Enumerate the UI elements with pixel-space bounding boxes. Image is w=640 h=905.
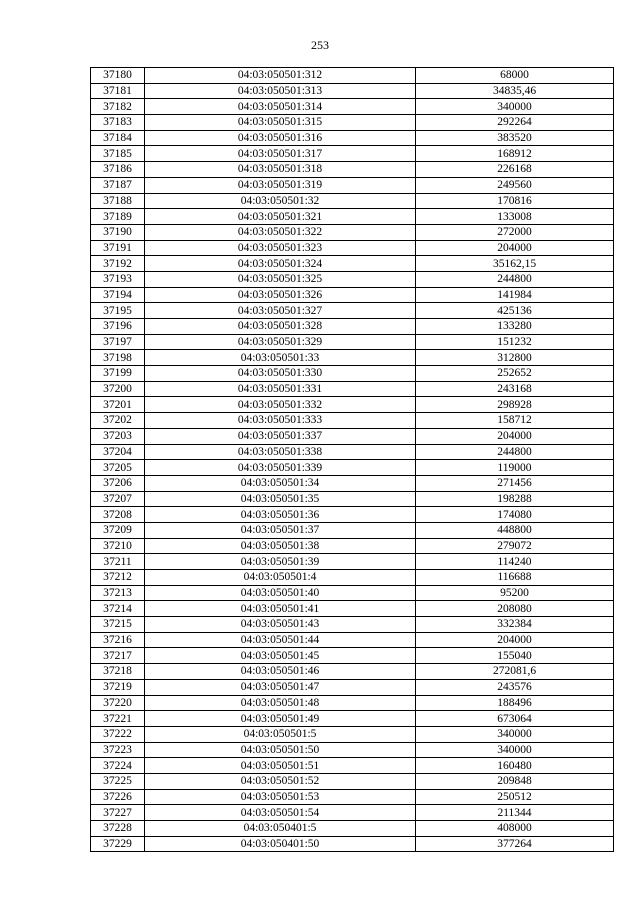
value-cell: 204000 — [416, 428, 614, 444]
table-row — [91, 570, 614, 586]
value-cell: 226168 — [416, 162, 614, 178]
table-row — [91, 193, 614, 209]
table-row — [91, 585, 614, 601]
row-number-cell: 37197 — [91, 334, 145, 350]
value-cell: 116688 — [416, 570, 614, 586]
row-number-cell: 37204 — [91, 444, 145, 460]
cadastral-number-cell: 04:03:050501:326 — [145, 287, 416, 303]
table-row — [91, 381, 614, 397]
table-row — [91, 397, 614, 413]
value-cell: 425136 — [416, 303, 614, 319]
value-cell: 160480 — [416, 758, 614, 774]
cadastral-number-cell: 04:03:050501:328 — [145, 319, 416, 335]
value-cell: 168912 — [416, 146, 614, 162]
table-row — [91, 209, 614, 225]
cadastral-number-cell: 04:03:050501:5 — [145, 726, 416, 742]
value-cell: 448800 — [416, 522, 614, 538]
row-number-cell: 37228 — [91, 821, 145, 837]
cadastral-number-cell: 04:03:050501:339 — [145, 460, 416, 476]
table-row — [91, 444, 614, 460]
row-number-cell: 37207 — [91, 491, 145, 507]
cadastral-number-cell: 04:03:050501:323 — [145, 240, 416, 256]
cadastral-number-cell: 04:03:050501:47 — [145, 679, 416, 695]
table-row — [91, 130, 614, 146]
table-body — [91, 68, 614, 852]
cadastral-number-cell: 04:03:050501:327 — [145, 303, 416, 319]
cadastral-number-cell: 04:03:050501:49 — [145, 711, 416, 727]
cadastral-number-cell: 04:03:050501:330 — [145, 366, 416, 382]
row-number-cell: 37185 — [91, 146, 145, 162]
row-number-cell: 37198 — [91, 350, 145, 366]
cadastral-number-cell: 04:03:050501:39 — [145, 554, 416, 570]
cadastral-number-cell: 04:03:050501:333 — [145, 413, 416, 429]
cadastral-number-cell: 04:03:050501:332 — [145, 397, 416, 413]
value-cell: 170816 — [416, 193, 614, 209]
table-row — [91, 287, 614, 303]
cadastral-number-cell: 04:03:050501:51 — [145, 758, 416, 774]
value-cell: 244800 — [416, 444, 614, 460]
table-row — [91, 617, 614, 633]
table-row — [91, 632, 614, 648]
value-cell: 340000 — [416, 742, 614, 758]
row-number-cell: 37183 — [91, 115, 145, 131]
table-row — [91, 177, 614, 193]
value-cell: 151232 — [416, 334, 614, 350]
row-number-cell: 37218 — [91, 664, 145, 680]
row-number-cell: 37212 — [91, 570, 145, 586]
row-number-cell: 37223 — [91, 742, 145, 758]
cadastral-number-cell: 04:03:050501:38 — [145, 538, 416, 554]
cadastral-number-cell: 04:03:050501:315 — [145, 115, 416, 131]
row-number-cell: 37190 — [91, 224, 145, 240]
value-cell: 133280 — [416, 319, 614, 335]
row-number-cell: 37194 — [91, 287, 145, 303]
row-number-cell: 37229 — [91, 836, 145, 852]
cadastral-number-cell: 04:03:050501:319 — [145, 177, 416, 193]
value-cell: 95200 — [416, 585, 614, 601]
table-row — [91, 303, 614, 319]
value-cell: 272081,6 — [416, 664, 614, 680]
value-cell: 133008 — [416, 209, 614, 225]
table-row — [91, 742, 614, 758]
row-number-cell: 37216 — [91, 632, 145, 648]
table-row — [91, 695, 614, 711]
cadastral-number-cell: 04:03:050501:54 — [145, 805, 416, 821]
table-row — [91, 162, 614, 178]
row-number-cell: 37225 — [91, 773, 145, 789]
row-number-cell: 37181 — [91, 83, 145, 99]
row-number-cell: 37189 — [91, 209, 145, 225]
value-cell: 292264 — [416, 115, 614, 131]
table-row — [91, 240, 614, 256]
row-number-cell: 37215 — [91, 617, 145, 633]
cadastral-value-table — [90, 67, 614, 852]
value-cell: 249560 — [416, 177, 614, 193]
table-row — [91, 224, 614, 240]
table-row — [91, 773, 614, 789]
row-number-cell: 37184 — [91, 130, 145, 146]
cadastral-number-cell: 04:03:050501:318 — [145, 162, 416, 178]
value-cell: 35162,15 — [416, 256, 614, 272]
value-cell: 250512 — [416, 789, 614, 805]
table-row — [91, 821, 614, 837]
row-number-cell: 37182 — [91, 99, 145, 115]
cadastral-number-cell: 04:03:050501:325 — [145, 271, 416, 287]
cadastral-number-cell: 04:03:050401:50 — [145, 836, 416, 852]
table-row — [91, 115, 614, 131]
row-number-cell: 37227 — [91, 805, 145, 821]
table-row — [91, 554, 614, 570]
row-number-cell: 37200 — [91, 381, 145, 397]
table-row — [91, 146, 614, 162]
value-cell: 252652 — [416, 366, 614, 382]
table-row — [91, 648, 614, 664]
table-row — [91, 334, 614, 350]
cadastral-number-cell: 04:03:050501:41 — [145, 601, 416, 617]
table-row — [91, 319, 614, 335]
value-cell: 272000 — [416, 224, 614, 240]
row-number-cell: 37224 — [91, 758, 145, 774]
cadastral-number-cell: 04:03:050501:331 — [145, 381, 416, 397]
table-row — [91, 428, 614, 444]
row-number-cell: 37209 — [91, 522, 145, 538]
value-cell: 208080 — [416, 601, 614, 617]
row-number-cell: 37186 — [91, 162, 145, 178]
value-cell: 340000 — [416, 726, 614, 742]
value-cell: 340000 — [416, 99, 614, 115]
cadastral-number-cell: 04:03:050501:53 — [145, 789, 416, 805]
row-number-cell: 37188 — [91, 193, 145, 209]
cadastral-number-cell: 04:03:050501:34 — [145, 475, 416, 491]
row-number-cell: 37211 — [91, 554, 145, 570]
cadastral-number-cell: 04:03:050501:44 — [145, 632, 416, 648]
table-row — [91, 789, 614, 805]
table-row — [91, 475, 614, 491]
row-number-cell: 37210 — [91, 538, 145, 554]
row-number-cell: 37222 — [91, 726, 145, 742]
table-row — [91, 68, 614, 84]
value-cell: 298928 — [416, 397, 614, 413]
value-cell: 141984 — [416, 287, 614, 303]
value-cell: 174080 — [416, 507, 614, 523]
cadastral-number-cell: 04:03:050501:50 — [145, 742, 416, 758]
row-number-cell: 37203 — [91, 428, 145, 444]
cadastral-number-cell: 04:03:050501:40 — [145, 585, 416, 601]
table-row — [91, 350, 614, 366]
value-cell: 279072 — [416, 538, 614, 554]
row-number-cell: 37221 — [91, 711, 145, 727]
cadastral-number-cell: 04:03:050501:321 — [145, 209, 416, 225]
cadastral-number-cell: 04:03:050501:337 — [145, 428, 416, 444]
row-number-cell: 37202 — [91, 413, 145, 429]
cadastral-number-cell: 04:03:050501:35 — [145, 491, 416, 507]
cadastral-number-cell: 04:03:050501:32 — [145, 193, 416, 209]
table-row — [91, 366, 614, 382]
row-number-cell: 37213 — [91, 585, 145, 601]
value-cell: 408000 — [416, 821, 614, 837]
row-number-cell: 37180 — [91, 68, 145, 84]
value-cell: 119000 — [416, 460, 614, 476]
table-row — [91, 679, 614, 695]
value-cell: 243168 — [416, 381, 614, 397]
table-row — [91, 711, 614, 727]
value-cell: 114240 — [416, 554, 614, 570]
row-number-cell: 37217 — [91, 648, 145, 664]
value-cell: 188496 — [416, 695, 614, 711]
row-number-cell: 37205 — [91, 460, 145, 476]
row-number-cell: 37192 — [91, 256, 145, 272]
value-cell: 271456 — [416, 475, 614, 491]
value-cell: 383520 — [416, 130, 614, 146]
row-number-cell: 37195 — [91, 303, 145, 319]
table-row — [91, 460, 614, 476]
value-cell: 204000 — [416, 632, 614, 648]
value-cell: 243576 — [416, 679, 614, 695]
value-cell: 211344 — [416, 805, 614, 821]
cadastral-number-cell: 04:03:050501:317 — [145, 146, 416, 162]
table-row — [91, 83, 614, 99]
table-row — [91, 758, 614, 774]
table-row — [91, 271, 614, 287]
row-number-cell: 37219 — [91, 679, 145, 695]
row-number-cell: 37226 — [91, 789, 145, 805]
row-number-cell: 37187 — [91, 177, 145, 193]
table-row — [91, 601, 614, 617]
value-cell: 34835,46 — [416, 83, 614, 99]
table-row — [91, 836, 614, 852]
value-cell: 244800 — [416, 271, 614, 287]
row-number-cell: 37220 — [91, 695, 145, 711]
table-row — [91, 491, 614, 507]
value-cell: 209848 — [416, 773, 614, 789]
cadastral-number-cell: 04:03:050501:314 — [145, 99, 416, 115]
cadastral-number-cell: 04:03:050501:36 — [145, 507, 416, 523]
value-cell: 673064 — [416, 711, 614, 727]
table-row — [91, 522, 614, 538]
table-row — [91, 664, 614, 680]
value-cell: 198288 — [416, 491, 614, 507]
cadastral-number-cell: 04:03:050501:48 — [145, 695, 416, 711]
cadastral-number-cell: 04:03:050501:313 — [145, 83, 416, 99]
row-number-cell: 37214 — [91, 601, 145, 617]
value-cell: 312800 — [416, 350, 614, 366]
table-row — [91, 805, 614, 821]
value-cell: 204000 — [416, 240, 614, 256]
table-row — [91, 99, 614, 115]
row-number-cell: 37201 — [91, 397, 145, 413]
row-number-cell: 37196 — [91, 319, 145, 335]
cadastral-number-cell: 04:03:050501:322 — [145, 224, 416, 240]
value-cell: 377264 — [416, 836, 614, 852]
row-number-cell: 37206 — [91, 475, 145, 491]
value-cell: 155040 — [416, 648, 614, 664]
cadastral-number-cell: 04:03:050501:338 — [145, 444, 416, 460]
row-number-cell: 37208 — [91, 507, 145, 523]
table-row — [91, 507, 614, 523]
cadastral-number-cell: 04:03:050501:52 — [145, 773, 416, 789]
table-row — [91, 413, 614, 429]
page-number: 253 — [311, 38, 329, 52]
cadastral-number-cell: 04:03:050501:33 — [145, 350, 416, 366]
value-cell: 332384 — [416, 617, 614, 633]
row-number-cell: 37193 — [91, 271, 145, 287]
value-cell: 68000 — [416, 68, 614, 84]
table-row — [91, 256, 614, 272]
cadastral-number-cell: 04:03:050501:45 — [145, 648, 416, 664]
value-cell: 158712 — [416, 413, 614, 429]
row-number-cell: 37199 — [91, 366, 145, 382]
cadastral-number-cell: 04:03:050501:43 — [145, 617, 416, 633]
table-row — [91, 726, 614, 742]
cadastral-number-cell: 04:03:050501:37 — [145, 522, 416, 538]
cadastral-number-cell: 04:03:050501:46 — [145, 664, 416, 680]
row-number-cell: 37191 — [91, 240, 145, 256]
cadastral-number-cell: 04:03:050501:329 — [145, 334, 416, 350]
cadastral-number-cell: 04:03:050501:312 — [145, 68, 416, 84]
table-row — [91, 538, 614, 554]
cadastral-number-cell: 04:03:050401:5 — [145, 821, 416, 837]
cadastral-number-cell: 04:03:050501:4 — [145, 570, 416, 586]
cadastral-number-cell: 04:03:050501:324 — [145, 256, 416, 272]
cadastral-number-cell: 04:03:050501:316 — [145, 130, 416, 146]
